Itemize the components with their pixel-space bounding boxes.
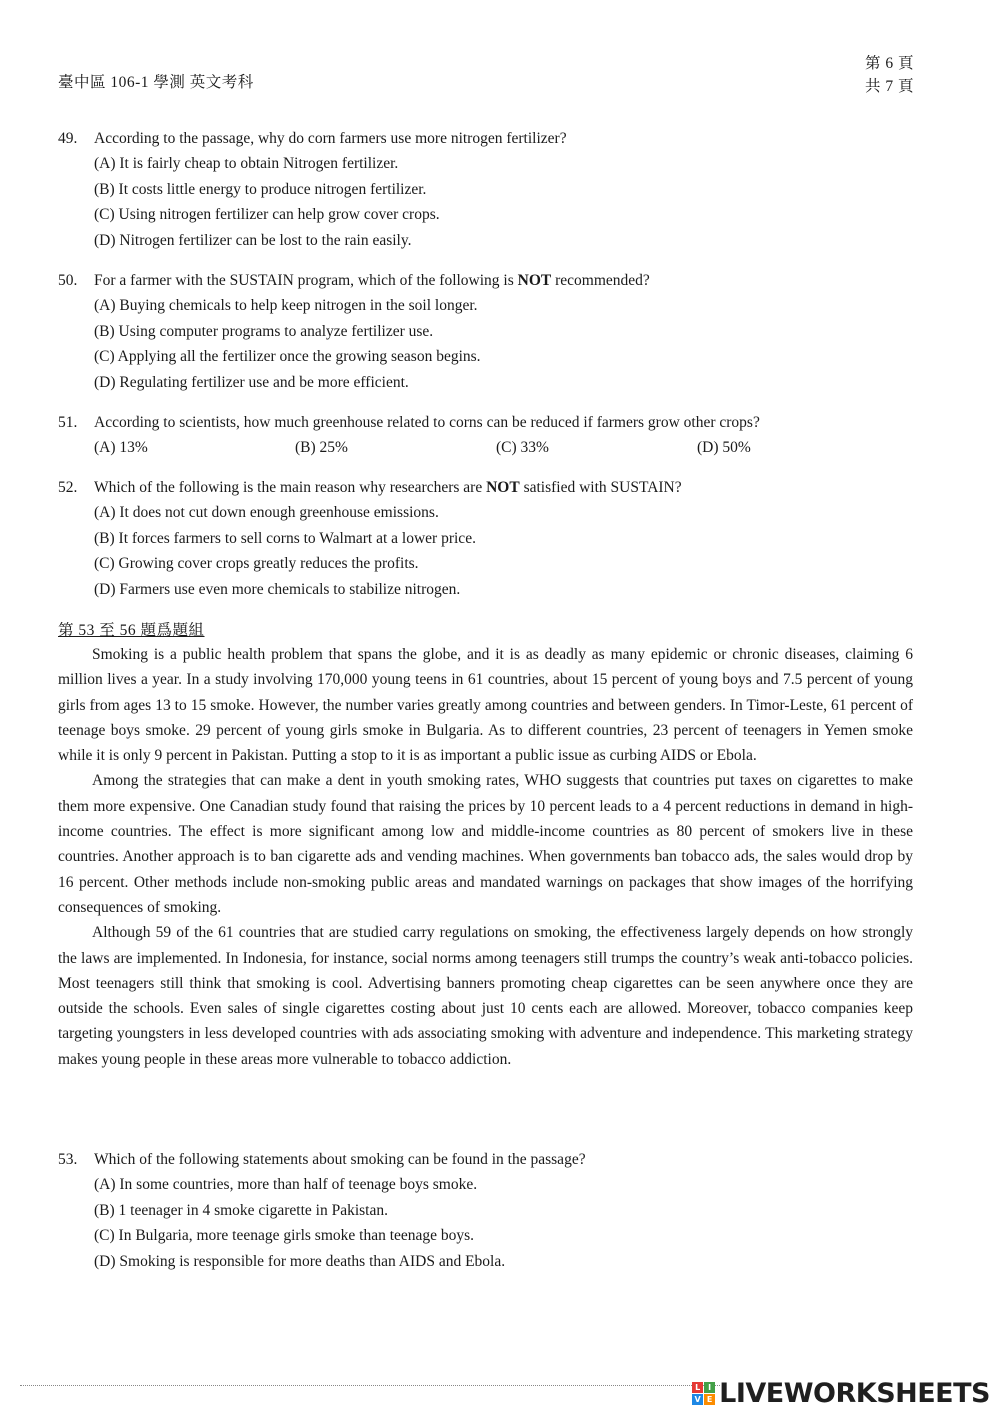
logo-letter-v: V — [692, 1394, 703, 1405]
logo-letter-e: E — [704, 1394, 715, 1405]
question-53 — [58, 1147, 918, 1274]
passage-paragraph-2: Among the strategies that can make a dent in youth smoking rates, WHO suggests that countries put taxes on cigarettes to make them more expensive. One Canadian study found that raising the prices by 10 percent leads to a 4 percent reductions in demand in high-income countries. The effect is more significant among low and middle-income countries as 80 percent of smokers live in these countries. Another approach is to ban cigarette ads and vending machines. When governments ban tobacco ads, the sales would drop by 16 percent. Other methods include non-smoking public areas and mandated warnings on packages that show images of the horrifying consequences of smoking. — [58, 772, 913, 916]
question-51 — [58, 410, 918, 461]
question-number: 53. — [58, 1151, 78, 1168]
passage-paragraph-1: Smoking is a public health problem that spans the globe, and it is as deadly as many epidemic or chronic diseases, claiming 6 million lives a year. In a study involving 170,000 young teens in 61 countries, about 15 percent of young boys and 7.5 percent of young girls from ages 13 to 15 smoke. However, the number varies greatly among countries and between genders. In Timor-Leste, 61 percent of teenage boys smoke. 29 percent of young girls smoke in Bulgaria. As to different countries, 23 percent of teenagers in Yemen smoke while it is only 9 percent in Pakistan. Putting a stop to it is as important a public issue as curbing AIDS or Ebola. — [58, 646, 913, 765]
option-b: (B) Using computer programs to analyze fertilizer use. — [94, 322, 434, 340]
option-a: (A) In some countries, more than half of teenage boys smoke. — [94, 1176, 478, 1194]
question-group-title: 第 53 至 56 題爲題組 — [58, 622, 205, 639]
question-stem: Which of the following is the main reason why researchers are NOT satisfied with SUSTAIN? — [94, 479, 682, 496]
page-indicator — [865, 52, 914, 98]
option-c: (C) In Bulgaria, more teenage girls smoke than teenage boys. — [94, 1227, 475, 1245]
option-b: (B) It costs little energy to produce nitrogen fertilizer. — [94, 180, 427, 198]
option-a: (A) 13% — [94, 439, 148, 457]
exam-title: 臺中區 106-1 學測 英文考科 — [58, 74, 254, 91]
question-50 — [58, 268, 918, 395]
option-c: (C) Growing cover crops greatly reduces the profits. — [94, 555, 419, 573]
logo-letter-i: I — [704, 1382, 715, 1393]
question-number: 49. — [58, 130, 78, 147]
emphasis-not: NOT — [486, 479, 520, 496]
option-d: (D) 50% — [697, 439, 751, 457]
option-b: (B) 1 teenager in 4 smoke cigarette in Pakistan. — [94, 1201, 388, 1219]
option-b: (B) It forces farmers to sell corns to Walmart at a lower price. — [94, 529, 476, 547]
option-a: (A) It does not cut down enough greenhouse emissions. — [94, 504, 439, 522]
question-stem: For a farmer with the SUSTAIN program, which of the following is NOT recommended? — [94, 272, 650, 289]
question-49 — [58, 126, 918, 253]
option-b: (B) 25% — [295, 439, 348, 457]
logo-letter-l: L — [692, 1382, 703, 1393]
options-row — [58, 435, 918, 460]
question-stem: Which of the following statements about smoking can be found in the passage? — [94, 1151, 586, 1168]
question-52 — [58, 475, 918, 602]
reading-passage — [58, 642, 913, 1072]
page-number: 第 6 頁 — [864, 55, 914, 72]
liveworksheets-watermark — [692, 1378, 990, 1409]
option-d: (D) Farmers use even more chemicals to stabilize nitrogen. — [94, 580, 461, 598]
emphasis-not: NOT — [517, 272, 552, 289]
question-number: 51. — [58, 414, 78, 431]
option-a: (A) It is fairly cheap to obtain Nitrogen fertilizer. — [94, 155, 399, 173]
option-c: (C) Applying all the fertilizer once the growing season begins. — [94, 348, 481, 366]
option-d: (D) Smoking is responsible for more deaths than AIDS and Ebola. — [94, 1252, 506, 1270]
option-d: (D) Regulating fertilizer use and be more efficient. — [94, 373, 409, 391]
question-stem: According to scientists, how much greenhouse related to corns can be reduced if farmers grow other crops? — [94, 414, 760, 431]
option-c: (C) Using nitrogen fertilizer can help grow cover crops. — [94, 206, 440, 224]
option-d: (D) Nitrogen fertilizer can be lost to the rain easily. — [94, 231, 412, 249]
option-c: (C) 33% — [496, 439, 549, 457]
question-stem: According to the passage, why do corn farmers use more nitrogen fertilizer? — [94, 130, 567, 147]
passage-paragraph-3: Although 59 of the 61 countries that are studied carry regulations on smoking, the effectiveness largely depends on how strongly the laws are implemented. In Indonesia, for instance, social norms among teenagers still trumps the country’s weak anti-tobacco policies. Most teenagers still think that smoking is cool. Advertising banners promoting cheap cigarettes can be seen anywhere once they are outside the schools. Even sales of single cigarettes costing about just 10 cents each are allowed. Moreover, tobacco companies keep targeting youngsters in less developed countries with ads associating smoking with adventure and independence. This marketing strategy makes young people in these areas more vulnerable to tobacco addiction. — [58, 924, 913, 1068]
page-total: 共 7 頁 — [864, 78, 914, 95]
liveworksheets-logo-icon — [692, 1382, 715, 1405]
question-number: 50. — [58, 272, 78, 289]
option-a: (A) Buying chemicals to help keep nitrogen in the soil longer. — [94, 297, 478, 315]
question-number: 52. — [58, 479, 78, 496]
watermark-text: LIVEWORKSHEETS — [719, 1378, 990, 1409]
footer-divider — [20, 1385, 720, 1386]
